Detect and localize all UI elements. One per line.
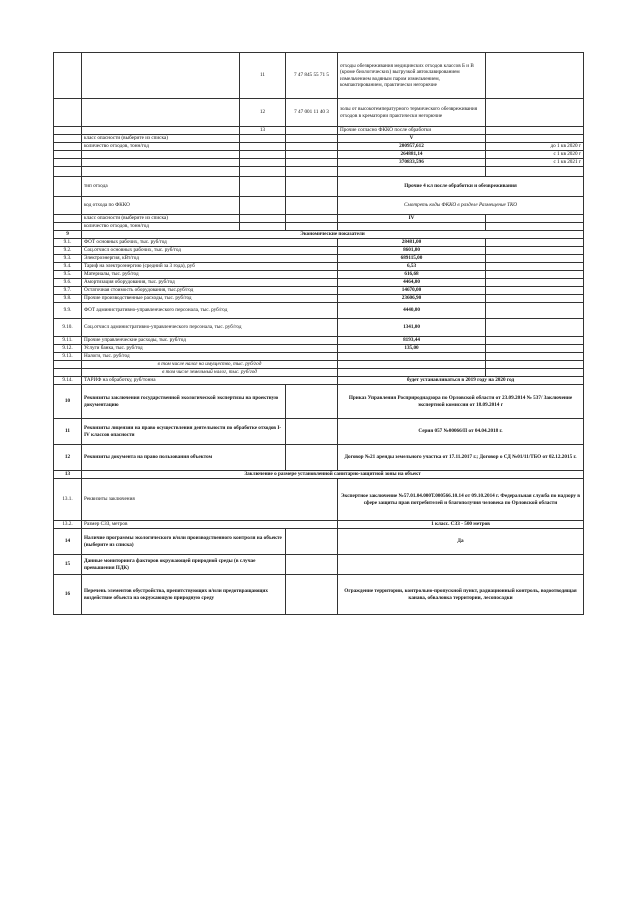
row-num: 15 (54, 555, 82, 575)
table-row (54, 239, 584, 247)
row-value: Приказ Управления Росприроднадзора по Орловской области от 23.09.2014 № 537/ Заключение экспертной комиссии от 18.09.2014 г (338, 385, 584, 419)
table-row (54, 177, 584, 197)
row-label: Остаточная стоимость оборудования, тыс.руб/год (82, 287, 338, 295)
row-label: Реквизиты лицензии на право осуществления деятельности по обработке отходов I-IV классов опасности (82, 419, 286, 445)
table-row (54, 353, 584, 361)
quantity-value: 370833,596 (338, 159, 486, 167)
data-table (53, 52, 584, 615)
table-row (54, 255, 584, 263)
fkko-code-label: код отхода по ФККО (82, 197, 240, 215)
quantity-note: до 1 кв 2020 г (486, 143, 584, 151)
tax-sub-label: в том числе земельный налог, тыс. руб/год (82, 369, 338, 377)
row-value: Экспертное заключение №57.01.04.000Т.000566.10.14 от 09.10.2014 г. Федеральная служба по надзору в сфере защиты прав потребителей и благополучия человека по Орловской области (338, 479, 584, 521)
row-num: 9.2. (54, 247, 82, 255)
section-title: Экономические показатели (82, 231, 584, 239)
row-label: Прочие производственные расходы, тыс. руб/год (82, 295, 338, 303)
quantity-note: с 1 кв 2020 г (486, 151, 584, 159)
row-value: 689115,00 (338, 255, 486, 263)
waste-desc: Прочие согласно ФККО после обработки (338, 127, 486, 135)
row-label: Прочие управленческие расходы, тыс. руб/год (82, 337, 338, 345)
row-label: Налоги, тыс. руб/год (82, 353, 338, 361)
waste-type-value: Прочие 4 кл после обработки и обезвреживания (338, 177, 584, 197)
table-row (54, 223, 584, 231)
quantity-value: 264881,14 (338, 151, 486, 159)
table-row (54, 319, 584, 337)
row-num: 9.5. (54, 271, 82, 279)
quantity-value: 200957,612 (338, 143, 486, 151)
table-row (54, 215, 584, 223)
row-value: 8601,00 (338, 247, 486, 255)
row-label: Перечень элементов обустройства, препятствующих и/или предотвращающих воздействие объекта на окружающую природную среду (82, 575, 286, 615)
row-label: ФОТ основных рабочих, тыс. руб/год (82, 239, 338, 247)
row-num: 9.1. (54, 239, 82, 247)
row-label: Амортизация оборудования, тыс. руб/год (82, 279, 338, 287)
qty-label: количество отходов, тонн/год (82, 223, 240, 231)
table-row (54, 279, 584, 287)
tariff-label: ТАРИФ на обработку, руб/тонна (82, 377, 338, 385)
table-row (54, 53, 584, 99)
table-row (54, 385, 584, 419)
row-num: 9.10. (54, 319, 82, 337)
fkko-code-value: Смотреть коды ФККО в разделе Размещение ТКО (338, 197, 584, 215)
row-value: 4440,00 (338, 303, 486, 319)
row-label: Данные мониторинга факторов окружающей природной среды (в случае превышения ПДК) (82, 555, 286, 575)
section-header (54, 471, 584, 479)
table-row (54, 287, 584, 295)
fkko-code: 7 47 845 55 71 5 (286, 53, 338, 99)
section-title: Заключение о размере установленной санитарно-защитной зоны на объект (82, 471, 584, 479)
row-label: Тариф на электроэнергию (средний за 3 года), руб (82, 263, 338, 271)
table-row (54, 521, 584, 529)
hazard-value: V (338, 135, 486, 143)
table-row (54, 445, 584, 471)
class-label: класс опасности (выберите из списка) (82, 215, 240, 223)
table-row (54, 361, 584, 369)
waste-desc: золы от высокотемпературного термического обезвреживания отходов в крематории практически негорючие (338, 99, 486, 127)
table-row (54, 263, 584, 271)
table-row (54, 99, 584, 127)
table-row (54, 151, 584, 159)
row-value: 4464,00 (338, 279, 486, 287)
tax-sub-label: в том числе налог на имущество, тыс. руб/год (82, 361, 338, 369)
row-value (338, 353, 486, 361)
table-row (54, 345, 584, 353)
row-value (338, 555, 584, 575)
row-value: 1 класс. СЗЗ - 500 метров (338, 521, 584, 529)
row-value: 8193,44 (338, 337, 486, 345)
row-value: Да (338, 529, 584, 555)
row-value: Серия 057 №00066/П от 04.04.2018 г. (338, 419, 584, 445)
row-num: 9.3. (54, 255, 82, 263)
table-row (54, 479, 584, 521)
table-row (54, 369, 584, 377)
table-row (54, 529, 584, 555)
table-row (54, 419, 584, 445)
row-value: 616,68 (338, 271, 486, 279)
row-label: Реквизиты заключения государственной экологической экспертизы на проектную документацию (82, 385, 286, 419)
row-num: 10 (54, 385, 82, 419)
fkko-code: 7 47 001 11 40 3 (286, 99, 338, 127)
table-row (54, 197, 584, 215)
row-value: 135,00 (338, 345, 486, 353)
row-label: ФОТ административно-управленческого персонала, тыс. руб/год (82, 303, 338, 319)
tariff-value: будет устанавливаться в 2019 году на 2020 год (338, 377, 584, 385)
quantity-note: с 1 кв 2021 г (486, 159, 584, 167)
waste-desc: отходы обезвреживания медицинских отходов классов Б и В (кроме биологических) выгрузкой автоклавированием измельчением водяным паром измельчением, компактированием, практически негорючие (338, 53, 486, 99)
waste-type-label: тип отхода (82, 177, 240, 197)
table-row (54, 575, 584, 615)
row-label: Соц.отчисл основных рабочих, тыс. руб/год (82, 247, 338, 255)
row-num: 13.1. (54, 479, 82, 521)
row-label: Наличие программы экологического и/или производственного контроля на объекте (выберите из списка) (82, 529, 286, 555)
row-num: 13 (240, 127, 286, 135)
table-row (54, 135, 584, 143)
table-row (54, 143, 584, 151)
section-num: 9 (54, 231, 82, 239)
table-row (54, 271, 584, 279)
quantity-label: количество отходов, тонн/год (82, 143, 240, 151)
table-row (54, 295, 584, 303)
row-num: 11 (54, 419, 82, 445)
document-sheet (53, 52, 583, 615)
table-row (54, 247, 584, 255)
row-value: 6,53 (338, 263, 486, 271)
table-row (54, 159, 584, 167)
row-num: 12 (54, 445, 82, 471)
row-num: 9.7. (54, 287, 82, 295)
hazard-label: класс опасности (выберите из списка) (82, 135, 240, 143)
row-label: Размер СЗЗ, метров (82, 521, 338, 529)
row-num: 9.11. (54, 337, 82, 345)
row-value: 28481,00 (338, 239, 486, 247)
row-label: Электроэнергия, кВт/год (82, 255, 338, 263)
row-num: 14 (54, 529, 82, 555)
row-label: Материалы, тыс. руб/год (82, 271, 338, 279)
table-row (54, 555, 584, 575)
row-num: 9.6. (54, 279, 82, 287)
row-num: 16 (54, 575, 82, 615)
row-label: Реквизиты заключения (82, 479, 338, 521)
table-row (54, 303, 584, 319)
row-value: 14670,00 (338, 287, 486, 295)
table-row (54, 377, 584, 385)
row-label: Услуги банка, тыс. руб/год (82, 345, 338, 353)
row-value: 1341,00 (338, 319, 486, 337)
row-value: Договор №21 аренды земельного участка от 17.11.2017 г.; Договор о СД №01/11/ТБО от 02.12.2015 г. (338, 445, 584, 471)
table-row (54, 127, 584, 135)
row-value: Ограждение территории, контрольно-пропускной пункт, радиационный контроль, водоотводящая канава, обваловка территории, лесопосадки (338, 575, 584, 615)
row-num: 13.2. (54, 521, 82, 529)
row-num: 9.12. (54, 345, 82, 353)
row-num: 9.8. (54, 295, 82, 303)
class-value: IV (338, 215, 486, 223)
row-num: 9.14. (54, 377, 82, 385)
row-num: 9.13. (54, 353, 82, 361)
section-num: 13 (54, 471, 82, 479)
row-num: 11 (240, 53, 286, 99)
section-header (54, 231, 584, 239)
row-num: 9.9. (54, 303, 82, 319)
row-num: 9.4. (54, 263, 82, 271)
row-num: 12 (240, 99, 286, 127)
row-value: 23606,90 (338, 295, 486, 303)
row-label: Соц.отчисл административно-управленческого персонала, тыс. руб/год (82, 319, 338, 337)
table-row (54, 337, 584, 345)
row-label: Реквизиты документа на право пользования объектом (82, 445, 286, 471)
